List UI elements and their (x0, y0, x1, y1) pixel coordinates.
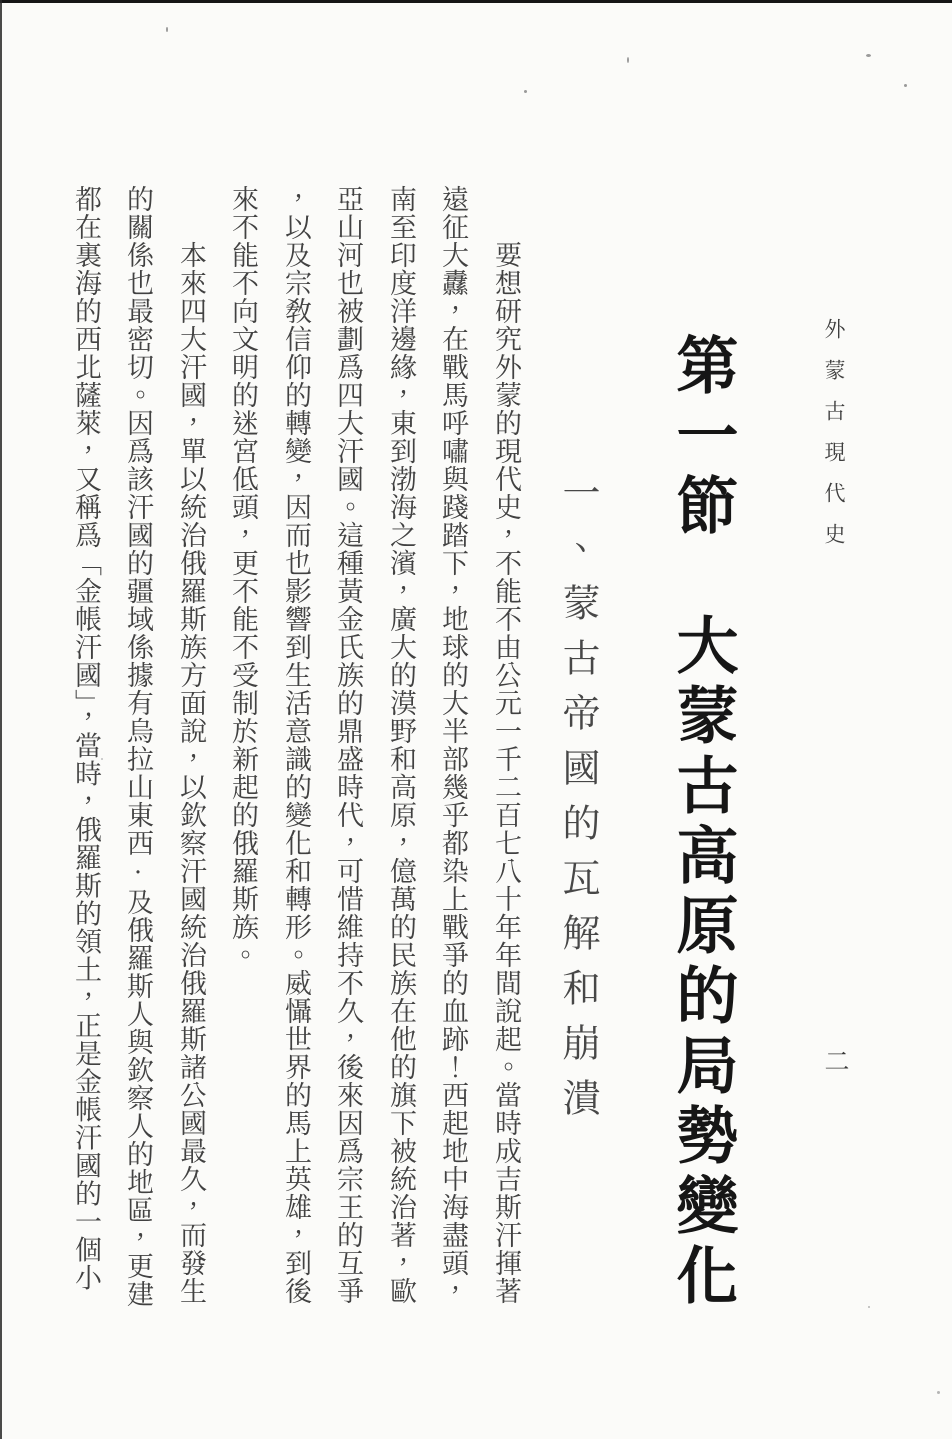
body-column-5: ，以及宗敎信仰的轉變，因而也影響到生活意識的變化和轉形。威懾世界的馬上英雄，到後 (281, 185, 311, 1305)
scan-edge-left (0, 0, 2, 1439)
body-column-9: 都在裏海的西北薩萊，又稱爲「金帳汗國」，當時，俄羅斯的領土，正是金帳汗國的一個小 (71, 185, 101, 1292)
scan-speck (868, 1306, 870, 1308)
subsection-title: 一、蒙古帝國的瓦解和崩潰 (556, 473, 598, 1133)
body-column-3: 南至印度洋邊緣，東到渤海之濱，廣大的漠野和高原，億萬的民族在他的旗下被統治著，歐 (386, 185, 416, 1305)
running-header: 外蒙古現代史 (822, 318, 846, 564)
scan-edge-top (0, 0, 952, 3)
body-column-4: 亞山河也被劃爲四大汗國。這種黃金氏族的鼎盛時代，可惜維持不久，後來因爲宗王的互爭 (333, 185, 363, 1305)
scan-speck (904, 84, 907, 87)
page-number: 二 (821, 1048, 848, 1073)
scan-speck (937, 1391, 940, 1394)
scan-speck (627, 57, 629, 63)
scan-speck (866, 54, 871, 57)
scan-speck (101, 758, 103, 760)
body-column-8: 的關係也最密切。因爲該汗國的疆域係據有烏拉山東西·及俄羅斯人與欽察人的地區，更建 (123, 185, 153, 1308)
scan-speck (166, 27, 168, 32)
section-title: 第一節 大蒙古高原的局勢變化 (667, 333, 735, 1313)
body-column-1: 要想研究外蒙的現代史，不能不由公元一千二百七八十年年間說起。當時成吉斯汗揮著 (491, 241, 521, 1305)
scan-speck (524, 90, 527, 93)
body-column-2: 遠征大纛，在戰馬呼嘯與踐踏下，地球的大半部幾乎都染上戰爭的血跡！西起地中海盡頭， (438, 185, 468, 1305)
body-column-7: 本來四大汗國，單以統治俄羅斯族方面說，以欽察汗國統治俄羅斯諸公國最久，而發生 (176, 241, 206, 1305)
body-column-6: 來不能不向文明的迷宮低頭，更不能不受制於新起的俄羅斯族。 (228, 185, 258, 969)
